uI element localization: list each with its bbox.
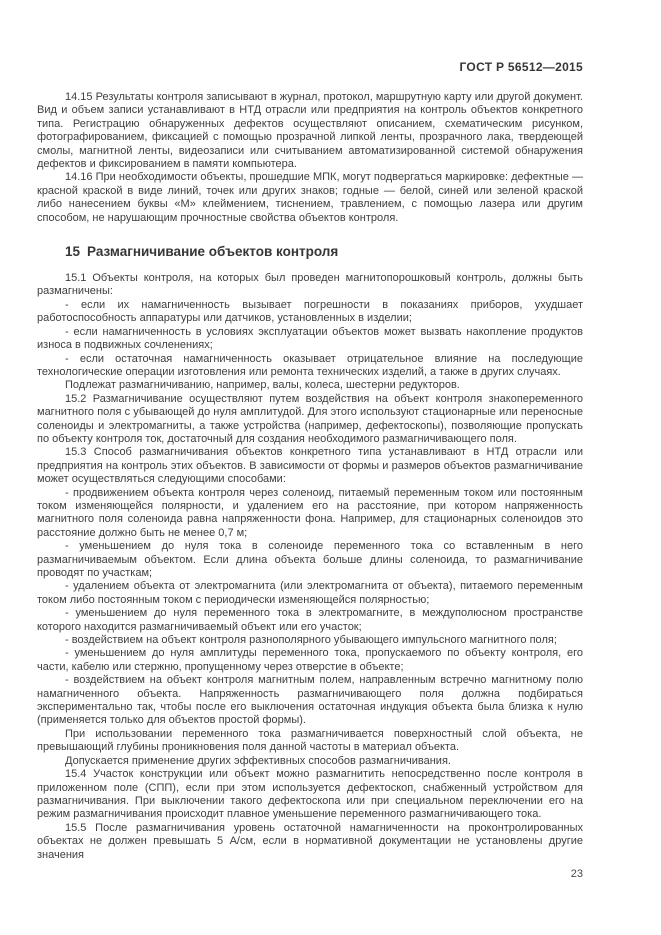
section-title: Размагничивание объектов контроля bbox=[87, 244, 339, 260]
paragraph-15-5: 15.5 После размагничивания уровень остаточной намагниченности на проконтролированных объектах не должен превышать 5 А/см, если в нормативной документации не установлены другие значения bbox=[37, 821, 583, 861]
paragraph-examples: Подлежат размагничиванию, например, валы, колеса, шестерни редукторов. bbox=[65, 379, 460, 392]
section-number: 15 bbox=[65, 244, 81, 260]
clause-15-3-bullet-3: - удалением объекта от электромагнита (или электромагнита от объекта), питаемого переменным током либо постоянным током с периодически изменяющейся полярностью; bbox=[37, 580, 583, 606]
clause-15-3-bullet-6: - уменьшением до нуля амплитуды переменного тока, пропускаемого по объекту контроля, его части, кабелю или стержню, пропущенному через отверстие в объекте; bbox=[37, 647, 583, 673]
clause-15-3-bullet-5: - воздействием на объект контроля разнополярного убывающего импульсного магнитного поля; bbox=[65, 634, 557, 647]
paragraph-other-methods: Допускается применение других эффективных способов размагничивания. bbox=[65, 754, 451, 767]
page-number: 23 bbox=[570, 867, 583, 880]
document-body bbox=[37, 91, 583, 881]
clause-15-3-bullet-2: - уменьшением до нуля тока в соленоиде переменного тока со вставленным в него размагничиваемым объектом. Если длина объекта больше длины соленоида, то размагничивание проводят по участкам; bbox=[37, 540, 583, 579]
clause-15-1-bullet-2: - если намагниченность в условиях эксплуатации объектов может вызвать накопление продуктов износа в подвижных сочленениях; bbox=[37, 325, 583, 352]
paragraph-15-4: 15.4 Участок конструкции или объект можно размагнитить непосредственно после контроля в приложенном поле (СПП), если при этом используется дефектоскоп, снабженный устройством для размагничивания. При выключении такого дефектоскопа или при специальном переключении его на режим размагничивания происходит плавное уменьшение переменного размагничивающего тока. bbox=[37, 768, 583, 821]
paragraph-14-15: 14.15 Результаты контроля записывают в журнал, протокол, маршрутную карту или другой документ. Вид и объем записи устанавливают в НТД отрасли или предприятия на контроль объектов конкретного типа. Регистрацию обнаруженных дефектов осуществляют описанием, схематическим рисунком, фотографированием, фиксацией с помощью прозрачной липкой ленты, прозрачного лака, твердеющей смолы, магнитной ленты, видеозаписи или считыванием автоматизированной системой обнаружения дефектов и фиксированием в памяти компьютера. bbox=[37, 91, 583, 171]
paragraph-15-3: 15.3 Способ размагничивания объектов конкретного типа устанавливают в НТД отрасли или предприятия на контроль этих объектов. В зависимости от формы и размеров объектов размагничивание может осуществляться следующими способами: bbox=[37, 446, 583, 486]
paragraph-15-1: 15.1 Объекты контроля, на которых был проведен магнитопорошковый контроль, должны быть размагничены: bbox=[37, 272, 583, 298]
standard-number: ГОСТ Р 56512—2015 bbox=[459, 60, 583, 74]
paragraph-ac-note: При использовании переменного тока размагничивается поверхностный слой объекта, не превышающий глубины проникновения поля данной частоты в материал объекта. bbox=[37, 727, 583, 754]
paragraph-15-2: 15.2 Размагничивание осуществляют путем воздействия на объект контроля знакопеременного магнитного поля с убывающей до нуля амплитудой. Для этого используют стационарные или переносные соленоиды и электромагниты, а также устройства (например, дефектоскопы), позволяющие пропускать по объекту контроля ток, достаточный для создания необходимого размагничивающего поля. bbox=[37, 392, 583, 445]
clause-15-3-bullet-7: - воздействием на объект контроля магнитным полем, направленным встречно магнитному полю намагниченного объекта. Напряженность размагничивающего поля должна подбираться экспериментально так, чтобы после его выключения остаточная индукция объекта была близка к нулю (применяется только для объектов простой формы). bbox=[37, 674, 583, 727]
section-heading-15 bbox=[37, 244, 583, 259]
clause-15-1-bullet-1: - если их намагниченность вызывает погрешности в показаниях приборов, ухудшает работоспособность аппаратуры или датчиков, установленных в изделии; bbox=[37, 298, 583, 325]
paragraph-14-16: 14.16 При необходимости объекты, прошедшие МПК, могут подвергаться маркировке: дефектные — красной краской в виде линий, точек или других знаков; годные — белой, синей или зеленой краской либо нанесением буквы «М» клеймением, тиснением, травлением, с помощью лазера или другим способом, не нарушающим прочностные свойства объектов контроля. bbox=[37, 171, 583, 224]
clause-15-1-bullet-3: - если остаточная намагниченность оказывает отрицательное влияние на последующие технологические операции изготовления или ремонта технических изделий, а также в других случаях. bbox=[37, 352, 583, 378]
page-header bbox=[37, 60, 583, 74]
clause-15-3-bullet-4: - уменьшением до нуля переменного тока в электромагните, в междуполюсном пространстве которого находится размагничиваемый объект или его участок; bbox=[37, 607, 583, 633]
clause-15-3-bullet-1: - продвижением объекта контроля через соленоид, питаемый переменным током или постоянным током изменяющейся полярности, и удалением его на расстояние, при котором напряженность магнитного поля соленоида равна напряженности фона. Например, для стационарных соленоидов это расстояние должно быть не менее 0,7 м; bbox=[37, 486, 583, 539]
